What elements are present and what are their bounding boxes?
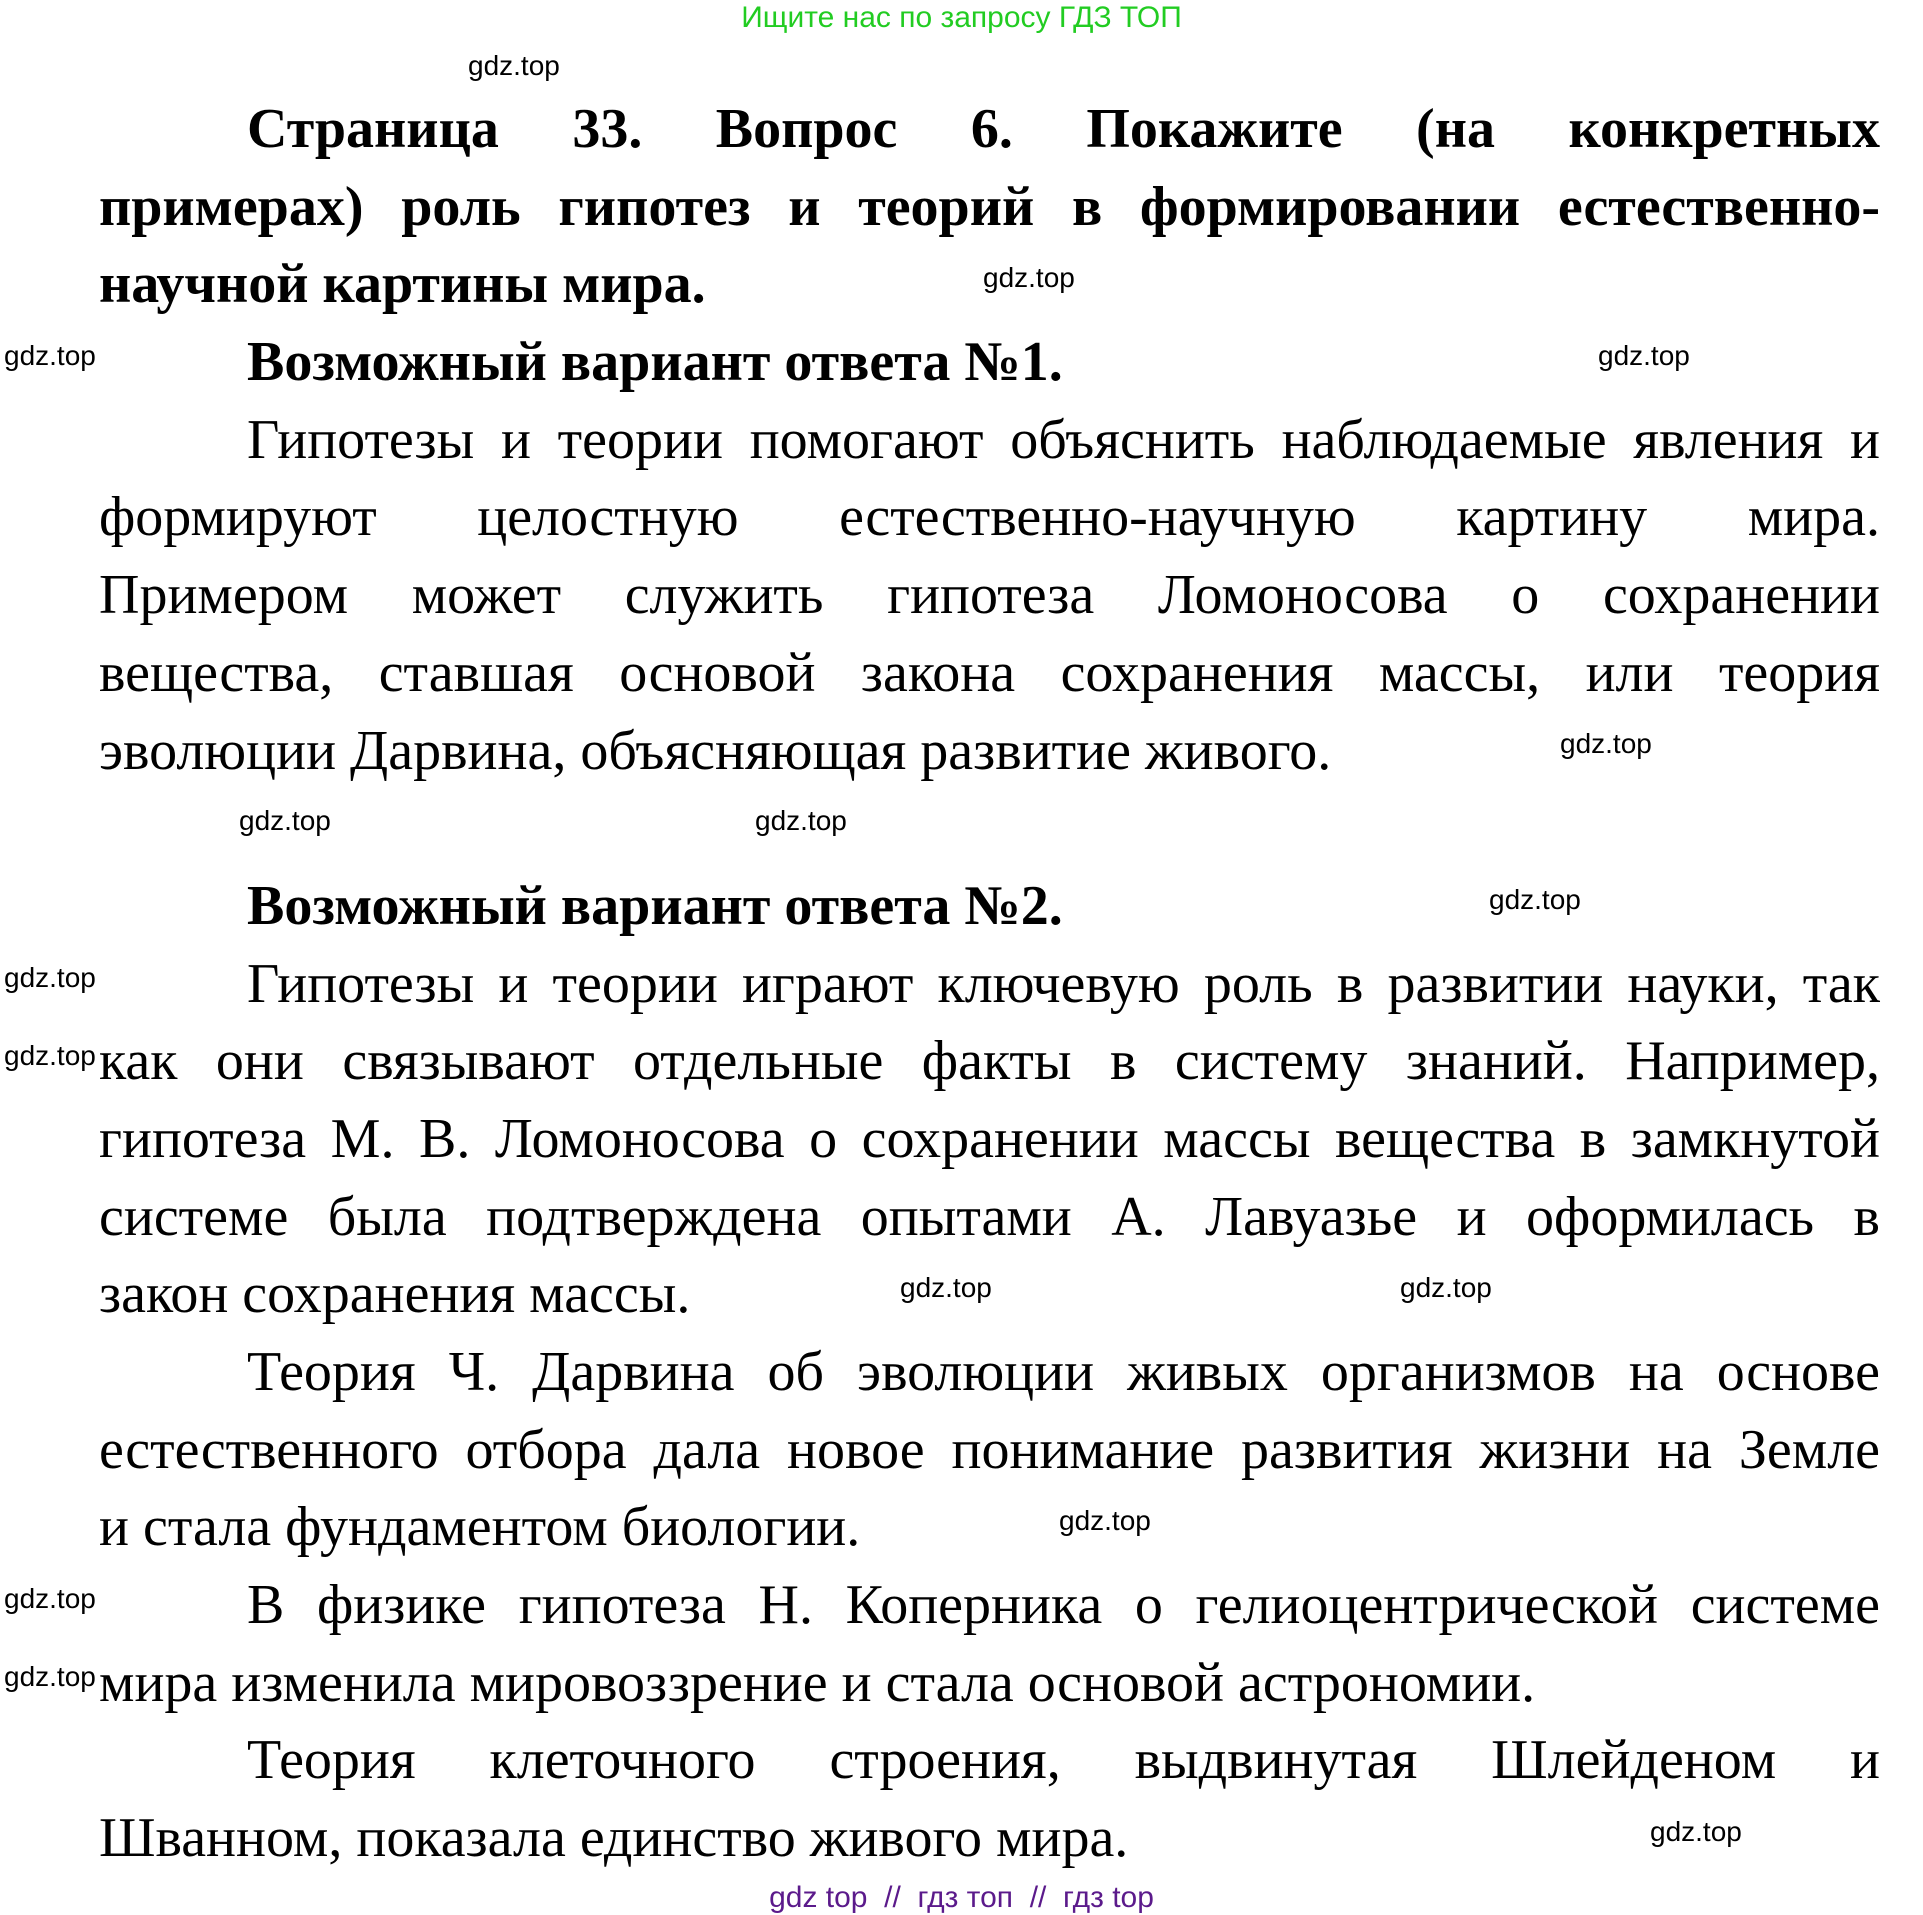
watermark: gdz.top (755, 805, 847, 836)
answer1-heading: Возможный вариант ответа №1. (247, 331, 1063, 394)
watermark: gdz.top (4, 1583, 96, 1614)
text-line: Теория клеточного строения, выдвинутая Шлейденом и (247, 1729, 1880, 1792)
question-title-line: Страница 33. Вопрос 6. Покажите (на конкретных (247, 98, 1880, 160)
question-title-line: научной картины мира. (99, 253, 706, 316)
text-line: гипотеза М. В. Ломоносова о сохранении массы вещества в замкнутой (99, 1107, 1880, 1170)
text-line: естественного отбора дала новое понимание развития жизни на Земле (99, 1418, 1880, 1481)
answer2-heading: Возможный вариант ответа №2. (247, 874, 1063, 937)
watermark: gdz.top (983, 262, 1075, 293)
watermark: gdz.top (4, 1040, 96, 1071)
text-line: Гипотезы и теории играют ключевую роль в развитии науки, так (247, 952, 1880, 1015)
text-line: Шванном, показала единство живого мира. (99, 1807, 1129, 1870)
text-line: вещества, ставшая основой закона сохранения массы, или теория (99, 641, 1880, 704)
text-line: Примером может служить гипотеза Ломоносова о сохранении (99, 564, 1880, 627)
watermark: gdz.top (468, 50, 560, 81)
text-line: Теория Ч. Дарвина об эволюции живых организмов на основе (247, 1341, 1880, 1403)
watermark: gdz.top (1560, 728, 1652, 759)
text-line: Гипотезы и теории помогают объяснить наблюдаемые явления и (247, 408, 1880, 471)
text-line: формируют целостную естественно-научную картину мира. (99, 486, 1880, 549)
watermark: gdz.top (4, 340, 96, 371)
question-title-line: примерах) роль гипотез и теорий в формировании естественно- (99, 175, 1880, 238)
search-banner: Ищите нас по запросу ГДЗ ТОП (741, 1, 1182, 34)
watermark: gdz.top (1059, 1505, 1151, 1536)
watermark: gdz.top (1650, 1816, 1742, 1847)
text-line: как они связывают отдельные факты в систему знаний. Например, (99, 1030, 1880, 1093)
text-line: мира изменила мировоззрение и стала основой астрономии. (99, 1651, 1536, 1714)
watermark: gdz.top (4, 1661, 96, 1692)
text-line: и стала фундаментом биологии. (99, 1496, 861, 1559)
text-line: системе была подтверждена опытами А. Лавуазье и оформилась в (99, 1185, 1880, 1248)
footer-banner: gdz top // гдз топ // гдз top (769, 1881, 1154, 1914)
text-line: В физике гипотеза Н. Коперника о гелиоцентрической системе (247, 1574, 1880, 1637)
watermark: gdz.top (4, 962, 96, 993)
watermark: gdz.top (239, 805, 331, 836)
watermark: gdz.top (1400, 1272, 1492, 1303)
watermark: gdz.top (900, 1272, 992, 1303)
text-line: закон сохранения массы. (99, 1263, 691, 1326)
watermark: gdz.top (1489, 884, 1581, 915)
watermark: gdz.top (1598, 340, 1690, 371)
text-line: эволюции Дарвина, объясняющая развитие живого. (99, 719, 1332, 782)
